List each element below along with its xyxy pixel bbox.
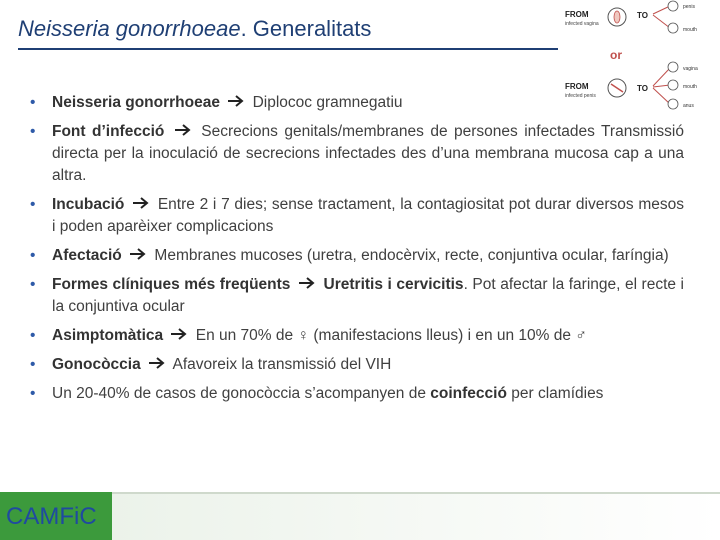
camfic-logo: CAMFiC — [6, 503, 97, 530]
bullet-text: . Pot afectar la faringe, el recte i la conjuntiva ocular — [52, 276, 684, 315]
bullet-text: Un 20-40% de casos de gonocòccia s’acompanyen de — [52, 385, 431, 402]
bullet-subterm: Transmissió directa — [52, 123, 684, 162]
bullet-dot: • — [30, 356, 36, 373]
arrow-right-icon — [174, 123, 192, 137]
diagram-target-top-1: penis — [683, 4, 695, 10]
bullet-item — [28, 92, 684, 114]
bullet-text-end: per clamídies — [506, 385, 604, 402]
diagram-or-label: or — [610, 48, 622, 62]
page-title — [18, 16, 371, 42]
bullet-text: Entre 2 i 7 dies; sense tractament, la contagiositat pot durar diversos mesos i poden aparèixer complicacions — [52, 196, 685, 235]
bullet-dot: • — [30, 123, 36, 140]
bullet-dot: • — [30, 327, 36, 344]
footer-divider — [112, 492, 720, 494]
bullet-item — [28, 274, 684, 318]
bullet-item — [28, 194, 684, 238]
bullet-text: Membranes mucoses (uretra, endocèrvix, recte, conjuntiva ocular, faríngia) — [154, 247, 669, 264]
diagram-target-bottom-2: mouth — [683, 84, 697, 90]
bullet-term: Afectació — [52, 247, 122, 264]
bullet-dot: • — [30, 247, 36, 264]
diagram-to-label-1: TO — [637, 11, 648, 20]
diagram-to-label-2: TO — [637, 84, 648, 93]
bullet-item — [28, 245, 684, 267]
bullet-term: Gonocòccia — [52, 356, 141, 373]
bullet-dot: • — [30, 276, 36, 293]
bullet-item — [28, 354, 684, 376]
bullet-list — [28, 92, 684, 412]
arrow-right-icon — [298, 276, 316, 290]
arrow-right-icon — [132, 196, 150, 210]
bullet-dot: • — [30, 196, 36, 213]
title-organism: Neisseria gonorrhoeae — [18, 16, 241, 41]
diagram-from-sub-1: infected vagina — [565, 21, 599, 27]
bullet-term: Asimptomàtica — [52, 327, 164, 344]
bullet-text: Diplococ gramnegatiu — [252, 94, 403, 111]
bullet-text: En un 70% de ♀ (manifestacions lleus) i en un 10% de ♂ — [195, 327, 587, 344]
bullet-item — [28, 121, 684, 187]
bullet-dot: • — [30, 94, 36, 111]
bullet-dot: • — [30, 385, 36, 402]
diagram-from-sub-2: infected penis — [565, 93, 596, 99]
diagram-from-label-1: FROM — [565, 10, 589, 19]
bullet-text: Secrecions genitals/membranes de persones infectades — [201, 123, 595, 140]
bullet-item — [28, 325, 684, 347]
bullet-term: coinfecció — [430, 385, 507, 402]
bullet-text: Afavoreix la transmissió del VIH — [172, 356, 392, 373]
bullet-term: Neisseria gonorrhoeae — [52, 94, 220, 111]
bullet-item — [28, 383, 684, 405]
diagram-target-top-2: mouth — [683, 27, 697, 33]
diagram-from-label-2: FROM — [565, 82, 589, 91]
arrow-right-icon — [170, 327, 188, 341]
arrow-right-icon — [148, 356, 166, 370]
arrow-right-icon — [227, 94, 245, 108]
bullet-subtext: per la inoculació de secrecions infectades des d’una membrana mucosa cap a una altra. — [52, 145, 684, 184]
diagram-target-bottom-3: anus — [683, 103, 694, 109]
bullet-text-bold: Uretritis i cervicitis — [323, 276, 464, 293]
bullet-term: Incubació — [52, 196, 125, 213]
bullet-term: Font d’infecció — [52, 123, 165, 140]
bullet-term: Formes clíniques més freqüents — [52, 276, 291, 293]
arrow-right-icon — [129, 247, 147, 261]
diagram-target-bottom-1: vagina — [683, 66, 698, 72]
title-divider — [18, 48, 558, 50]
title-rest: . Generalitats — [240, 16, 372, 41]
